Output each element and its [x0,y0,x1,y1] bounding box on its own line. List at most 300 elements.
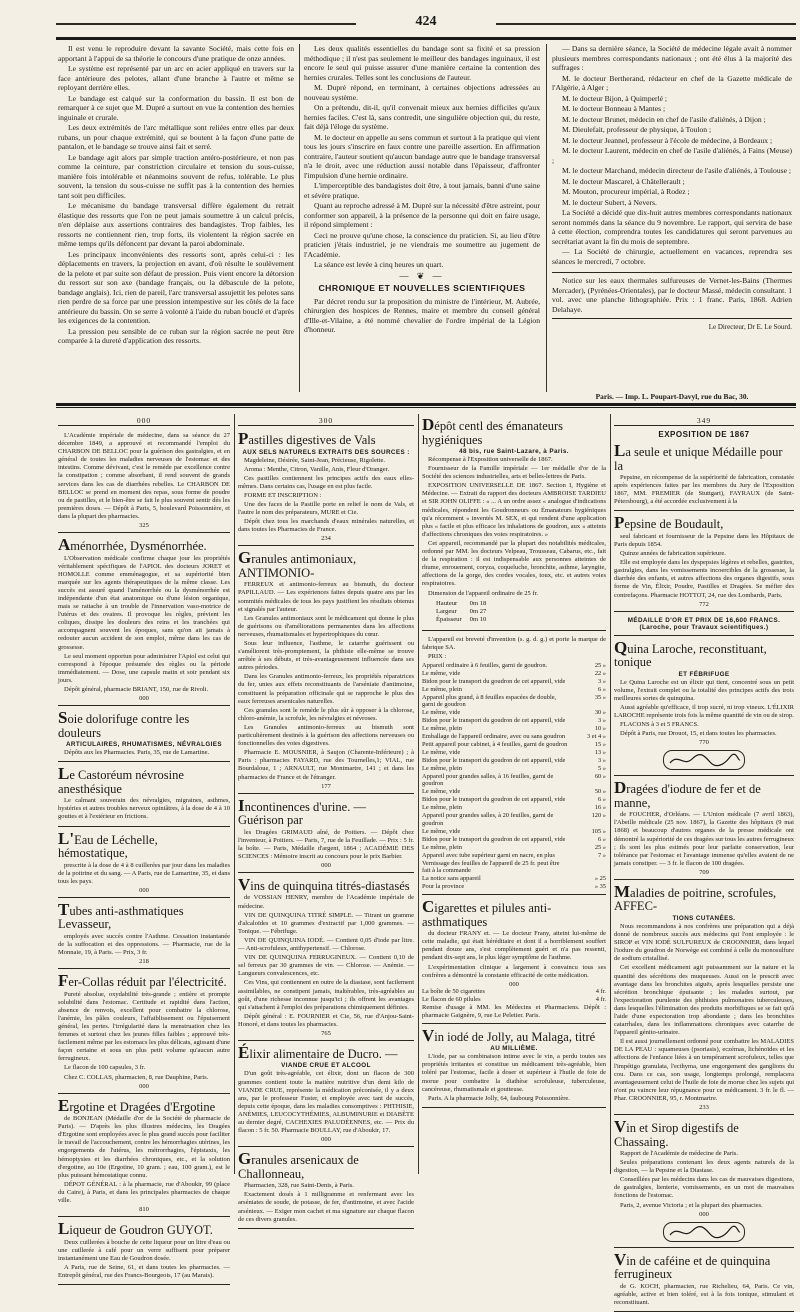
price-value: » 25 [594,875,606,883]
ad-title: Dragées d'iodure de fer et de manne, [614,778,761,810]
ad-subtitle: AU MILLIÈME. [490,1045,538,1053]
price-item: Le même, plein [422,843,462,851]
ad-title: Granules arsenicaux de Challonneau, [238,1149,359,1181]
ad-paragraph: Dépôt chez tous les marchands d'eaux minérales naturelles, et dans toutes les Pharmacies de France. [238,518,414,534]
price-row [422,694,606,710]
ad-number: 325 [139,522,149,530]
price-item: Le même, vide [422,669,461,677]
section-heading: CHRONIQUE ET NOUVELLES SCIENTIFIQUES [318,283,526,293]
ad-paragraph: Conseillées par les médecins dans les cas de mauvaises digestions, de gastralgies, lienterie, vomissements, en un mot de mauvaises fonctions de l'estomac. [614,1176,794,1200]
ad-subtitle: 48 bis, rue Saint-Lazare, à Paris. [459,448,569,455]
advertisement [58,901,230,969]
ad-body [58,1239,230,1280]
ad-number: 709 [699,868,709,876]
article-paragraph: M. le docteur en appelle au sens commun et surtout à la pratique qui vient tous les jours s'inscrire en faux contre une pareille assertion. En affirmation contraire, l'auteur soutient qu'aucun bandage autre que le bandage transversal n'a le droit, avec une réduction aussi notable dans l'épaisseur, d'affronter l'impulsion d'une hernie ordinaire. [304,132,540,180]
ads-column-4 [614,416,794,1306]
article-paragraph: L'imperceptible des bandagistes doit être, à tout jamais, banni d'une saine et sévère pratique. [304,181,540,200]
article-paragraph: Le système est représenté par un arc en acier appliqué en travers sur la face antérieure des pelotes, allant d'une branche à l'autre et même se reployant derrière elles. [58,64,294,92]
ad-body [614,533,794,600]
ad-number: 233 [699,1104,709,1111]
ad-paragraph: seul fabricant et fournisseur de la Pepsine dans les Hôpitaux de Paris depuis 1854. [614,532,794,548]
handwritten-signature [663,1222,745,1242]
ad-paragraph: Cet appareil, recommandé par la plupart des notabilités médicales, ordonné par MM. les docteurs Velpeau, Trousseau, Cabarus, etc., fait de la respiration : il est indispensable aux personnes atteintes de rhume, enrouement, coryza, coqueluche, bronchite, asthme, laryngite, affections de la gorge, des cordes vocales, toux, etc. et autres voies respiratoires. [422,539,606,588]
article-paragraph: La séance est levée à cinq heures un quart. [314,260,444,269]
ad-body [422,636,606,661]
ad-paragraph: Le calmant souverain des névralgies, migraines, asthmes, hystéries et autres troubles nerveux opiniâtres, à la dose de 4 à 10 gouttes et à l'extérieur en frictions. [58,797,230,821]
price-row [422,988,606,996]
price-item: Le même, vide [422,827,461,835]
ad-paragraph: Pharmacien, 328, rue Saint-Denis, à Paris. [244,1182,354,1190]
price-row [422,996,606,1004]
price-item: Le même, plein [422,685,462,693]
ad-paragraph: Exactement dosés à 1 milligramme et renfermant avec les arséniates de soude, de potasse, de fer, d'antimoine, et avec l'acide arsénieux. — Exiger mon cachet et ma signature sur chaque flacon de ces divers granules. [238,1191,414,1223]
ad-subtitle: AUX SELS NATURELS EXTRAITS DES SOURCES : [242,448,410,456]
price-item: Le même, plein [422,804,462,812]
advertisement [614,639,794,777]
price-row [422,686,606,694]
price-value: 3 » [598,756,606,764]
ad-body [238,457,414,535]
price-row [422,765,606,773]
ad-paragraph: Dépôts aux les Pharmacies. Paris, 35, rue de Lamartine. [64,749,210,757]
ad-title: Fer-Collas réduit par l'électricité. [58,971,227,991]
price-value: 7 » [598,851,606,859]
ad-number: 218 [139,958,149,966]
ad-title: Maladies de poitrine, scrofules, AFFEC- [614,881,777,914]
cigarette-price-table [422,988,606,1004]
ad-body [238,894,414,1029]
ad-paragraph: du docteur FRANY et. — Le docteur Frany, atteint lui-même de cette maladie, qui était héréditaire et dont il a horriblement souffert pendant douze ans, s'est complètement guéri et n'a pas ressenti, pendant dix-sept ans, le plus léger symptôme de l'asthme. [422,930,606,962]
ad-paragraph: de VOSSIAN HENRY, membre de l'Académie impériale de médecine. [238,894,414,910]
ad-number: 234 [321,535,331,543]
article-column-b [304,44,540,394]
price-item: Le même, vide [422,748,461,756]
ad-paragraph: Pureté absolue, oxydabilité très-grande ; entière et prompte solubilité dans l'estomac. Certitude et rapidité dans l'action, absence de renvois, excellent pour combattre la chlorose, l'anémie, les pâles couleurs, l'affaiblissement ou l'épuisement général, les pertes. l'irrégularité dans la menstruation chez les femmes et surtout chez les jeunes filles faibles ; approuvé très-facilement même par les estomacs les plus délicats, agissant d'une façon certaine et sous un plus petit volume qu'aucun autre ferrugineux. [58,990,230,1063]
article-paragraph: M. le docteur Bonneau à Mantes ; [562,104,666,113]
advertisement [614,1118,794,1248]
article-paragraph: M. le docteur Bijon, à Quimperlé ; [562,93,668,103]
price-item: Petit appareil pour cabinet, à 4 feuilles, garni de goudron [422,740,568,748]
ads-column-3 [422,416,606,1174]
price-value: 3 et 4 » [587,733,606,741]
advertisement [58,830,230,898]
ad-paragraph: Nous recommandons à nos confrères une préparation qui a déjà donné de nombreux succès aux médecins qui l'ont employée : le SIROP et VIN IODÉ SULFUREUX de CROONNIER, dans lequel l'iodure du goudron de Norwège est combiné à celle du monosulfure de sodium cristallisé. [614,922,794,963]
ad-paragraph: DÉPOT GÉNÉRAL : à la pharmacie, rue d'Aboukir, 99 (place du Caire), à Paris, et dans les principales pharmacies de chaque ville. [58,1180,230,1205]
ad-body [58,749,230,757]
price-row [422,804,606,812]
price-row [422,860,606,876]
book-notice: Notice sur les eaux thermales sulfureuses de Vernet-les-Bains (Thermes Mercader), (Pyrénées-Orientales), par le docteur Massé, médecin consultant. 1 vol. avec une planche lithographiée. Prix : 1 franc. Paris, 1868. Adrien Delahaye. [552,276,792,314]
column-number: 300 [238,416,414,426]
ad-paragraph: Le flacon de 100 capsules, 3 fr. [64,1064,146,1072]
ad-paragraph: L'iode, par sa combinaison intime avec le vin, a perdu toutes ses propriétés irritantes et constitue un médicament très-agréable, bien toléré par l'estomac, facile à doser et supérieur à l'huile de foie de morue pour combattre la diathèse scrofuleuse, tuberculeuse, cancéreuse, rhumatismale et goutteuse. [422,1053,606,1093]
price-row [422,836,606,844]
ad-title: L'Eau de Léchelle, hémostatique, [58,828,158,860]
ad-paragraph: L'appareil est breveté d'invention (s. g. d. g.) et porte la marque de fabrique SA. [422,635,606,651]
article-paragraph: M. le docteur Jeannel, professeur à l'école de médecine, à Bordeaux ; [562,135,773,145]
ad-paragraph: Ces pastilles contiennent les principes actifs des eaux elles-mêmes. Dans certains cas, l'usage en est plus facile. [238,474,414,490]
ad-body [238,1070,414,1135]
ad-paragraph: Les Granules antimoniaux sont le médicament qui donne le plus de guérisons ou d'améliorations permanentes dans les affections nerveuses, rhumatismales et hypertrophiques du cœur. [238,614,414,638]
advertisement [58,972,230,1094]
price-value: 50 » [594,788,606,796]
article-paragraph: — La Société de chirurgie, actuellement en vacances, reprendra ses séances le mercredi, 7 octobre. [552,247,792,266]
article-column-a [58,44,294,394]
ad-paragraph: Elle est employée dans les dyspepsies légères et rebelles, gastrites, gastralgies, dans les vomissements incoercibles de la grossesse, la diarrhée des enfants, et autres affections des organes digestifs, sous forme de Vin, Élixir, Poudre, Pastilles et Dragées. Se méfier des contrefaçons. Pharmacie HOTTOT, 24, rue des Lombards, Paris. [614,559,794,599]
ad-title: Quina Laroche, reconstituant, tonique [614,637,767,670]
ad-paragraph: Quinze années de fabrication supérieure. [620,550,726,558]
price-item: Bidon pour le transport du goudron de cet appareil, vide [422,796,566,804]
price-item: Pour la province [422,883,465,891]
article-paragraph: Le mécanisme du bandage transversal diffère également du retrait élastique des ressorts que l'on ne peut jamais soumettre à un calcul précis, n'en déplaise aux assertions contraires des bandagistes. Trop faibles, les ressorts ne contiennent rien, trop forts, ils violentent la région sacrée en même temps qu'ils défoncent par devant la paroi abdominale. [58,201,294,248]
price-item: Le même, plein [422,764,462,772]
price-row [422,678,606,686]
price-row [422,883,606,891]
ad-body [58,432,230,521]
price-value: 3 » [598,717,606,725]
article-paragraph: M. le docteur Subert, à Nevers. [562,197,657,207]
price-row [422,852,606,860]
price-row [422,717,606,725]
ad-paragraph: de FOUCHER, d'Orléans. — L'Union médicale (7 avril 1863), l'Abeille médicale (25 nov. 1867), la Gazette des hôpitaux (9 mai 1868) et beaucoup d'autres organes de la presse médicale ont démontré la supériorité de ces dragées sur tous les autres ferrugineux ; ils sont les plus estimés pour leur parfaite conservation, leur tolérance par l'estomac et l'avantage immense qu'elles avaient de ne jamais constiper. — 3 fr. le flacon de 100 dragées. [614,811,794,867]
article-paragraph: M. le docteur Bertherand, rédacteur en chef de la Gazette médicale de l'Algérie, à Alger ; [552,73,792,92]
ad-body [614,1150,794,1210]
ad-paragraph: Rapport de l'Académie de médecine de Paris. [620,1150,738,1157]
price-value: 25 » [594,661,606,669]
ad-paragraph: Aroma : Menthe, Citron, Vanille, Anis, Fleur d'Oranger. [244,465,390,473]
book-notice-box [552,272,792,319]
ad-body [58,1115,230,1205]
ad-paragraph: Cet excellent médicament agit puissamment sur la nature et la quantité des sécrétions des muqueuses. Aussi on le prescrit avec avantage dans les bronchites aiguës, après lesquelles persiste une sécrétion bronchique épuisante ; les malades surtout, par l'expectoration purulente des phthisies pulmonaires tuberculeuses, dans lesquelles l'élimination des produits morbifiques se se fait qu'à l'aide d'une expectoration trop abondante ; dans les bronchites catarrhales, dans les inflammations chroniques avec catarrhe de l'appareil génito-urinaire. [614,964,794,1037]
price-item: Bidon pour le transport du goudron de cet appareil, vide [422,677,566,685]
price-value: 6 » [598,685,606,693]
article-column-c [552,44,792,394]
column-number: 000 [58,416,230,426]
ad-paragraph: employés avec succès contre l'Asthme. Cessation instantanée de la suffocation et des oppressions. — Pharmacie, rue de la Monnaie, 19, à Paris. — Prix, 3 fr. [58,932,230,956]
article-paragraph: M. Mouton, procureur impérial, à Rodez ; [562,187,690,196]
price-value: 13 » [594,748,606,756]
ad-paragraph: Ces granules sont le remède le plus sûr à opposer à la chlorose, chloro-anémie, la scrofule, les névralgies et névroses. [238,706,414,722]
dimension-value: 0m 10 [469,615,487,623]
ad-paragraph: Il est aussi journellement ordonné pour combattre les MALADIES DE LA PEAU : squameuses (psoriasis), eczémas, lichénoïdes et les affections de l'enfance liées à un tempérament scrofuleux, telles que l'impétigo granulata, l'ecthyma, une engorgement des ganglions du cou. Dans ce cas, son usage, longtemps prolongé, remplacera avantageusement celui de l'huile de foie de morue chez les sujets qui n'ont pu vaincre leur répugnance pour ce médicament. 3 fr. le fl. — Phar. CROONNIER, 95, r. Montmartre. [614,1038,794,1102]
ad-paragraph: Pepsine, en récompense de la supériorité de fabrication, constatée après expériences faites par les membres du Jury de l'Exposition 1867, MM. FREMIER (de Stuttgart), FAYRAUX (de Saint-Pétersbourg), a été accordée exclusivement à la [614,474,794,506]
ad-title: Tubes anti-asthmatiques Levasseur, [58,899,184,932]
ad-body [238,829,414,861]
ad-paragraph: Sous leur influence, l'asthme, le catarrhe guérissent ou s'améliorent très-promptement, la phthisie elle-même se trouve arrêtée à ses débuts, et très-avantageusement influencée dans ses autres périodes. [238,640,414,672]
price-value: 4 fr. [595,995,606,1003]
article-paragraph: Le bandage est calqué sur la conformation du bassin. Il est bon de remarquer à ce sujet que M. Dupré a surtout en vue la contention des hernies inguinale et crurale. [58,93,294,122]
advertisement [58,430,230,533]
section-rule-thin [56,407,796,408]
price-row [422,828,606,836]
ad-title: Incontinences d'urine. — Guérison par [238,795,366,828]
article-paragraph: La Société a décidé que dix-huit autres membres correspondants nationaux seront nommés dans la séance du 9 novembre. Le rapport, qui servira de base à cette élection, comprendra toutes les candidatures qui seront parvenues au secrétariat avant la fin du mois de septembre. [552,208,792,246]
ad-number: 772 [699,600,709,608]
ad-paragraph: Magdeleine, Désirée, Saint-Jean, Précieuse, Rigolette. [244,456,385,464]
article-paragraph: — Dans sa dernière séance, la Société de médecine légale avait à nommer plusieurs membres correspondants nationaux ; ont été élus à la majorité des suffrages : [552,44,792,72]
ad-number: 765 [321,1029,331,1037]
ad-paragraph: D'un goût très-agréable, cet élixir, dont un flacon de 300 grammes contient toute la matière nutritive d'un demi kilo de VIANDE CRUE, représente la médication préconisée, il y a deux ans, par le professeur Fuster, et employée avec tant de succès, depuis cette époque, dans les maladies consomptives : PHTHISIE, ANÉMIES, LEUCOCYTHÉMIES, ALBUMINURIE et DIABÈTE au dernier degré, CACHEXIES PALUDÉENNES, etc. — Prix du flacon : 5 fr. 50. Pharmacie BOULLAY, rue d'Aboukir, 17. [238,1070,414,1135]
ad-body [58,933,230,957]
column-divider [546,44,547,392]
ad-title: Vins de quinquina titrés-diastasés [238,874,410,894]
ad-paragraph: Récompense à l'Exposition universelle de 1867. [428,456,553,463]
article-paragraph: On a prétendu, dit-il, qu'il convenait mieux aux hernies difficiles qu'aux hernies faciles. C'est là, sans contredit, une singulière objection qui, du reste, fait déjà l'éloge du système. [304,103,540,131]
ad-paragraph: Ces Vins, qui contiennent en outre de la diastase, sont facilement assimilables, ne constipent jamais, inaltérables, très-agréables au goût, d'une richesse inconnue jusqu'ici ; ils offrent les avantages qui s'attachent à l'emploi des préparations chimiquement définies. [238,979,414,1011]
ad-subtitle: ARTICULAIRES, RHUMATISMES, NÉVRALGIES [65,741,223,749]
column-divider [299,44,300,392]
ad-paragraph: Fournisseur de la Famille impériale — 1er médaille d'or de la Société des sciences industrielles, arts et belles-lettres de Paris. [422,465,606,481]
ad-title: La seule et unique Médaille pour la [614,441,783,473]
ad-subtitle: MÉDAILLE D'OR ET PRIX DE 16,600 FRANCS. (Laroche, pour Travaux scientifiques.) [627,616,781,631]
price-value: 120 » [591,812,606,820]
price-value: 6 » [598,796,606,804]
price-value: 105 » [591,827,606,835]
ad-paragraph: prescrite à la dose de 4 à 8 cuillerées par jour dans les maladies de la poitrine et du sang. — A Paris, rue de Lamartine, 35, et dans tous les pays. [58,861,230,885]
ad-title: Le Castoréum névrosine anesthésique [58,764,184,796]
dimension-row [432,608,490,616]
ad-paragraph: Dépôt général : E. FOURNIER et Cie, 56, rue d'Anjou-Saint-Honoré, et dans toutes les pharmacies. [238,1012,414,1028]
advertisement [238,1044,414,1147]
article-paragraph: M. le docteur Brunet, médecin en chef de l'asile d'aliénés, à Dijon ; [562,114,766,124]
ad-title: Vin iodé de Jolly, au Malaga, titré [422,1025,596,1045]
advertisement [614,883,794,1115]
column-divider [418,414,419,1174]
exhibition-heading: EXPOSITION DE 1867 [658,430,750,439]
ad-paragraph: Dans les Granules antimonio-ferreux, les propriétés réparatrices du fer, unies aux effets reconstituants de l'arséniate d'antimoine, constituent la préparation officinale qui se rapproche le plus des eaux ferreuses arsenicales naturelles. [238,673,414,705]
ad-number: 000 [699,1210,709,1218]
price-row [422,844,606,852]
price-value: 6 » [598,835,606,843]
ad-body [614,679,794,739]
article-paragraph: M. le docteur Mascarel, à Châtellerault ; [562,176,685,186]
price-row [422,757,606,765]
price-item: Bidon pour le transport du goudron de cet appareil, vide [422,717,566,725]
advertisement [58,765,230,826]
price-row [422,670,606,678]
ad-title: Cigarettes et pilules anti-asthmatiques [422,897,552,929]
dimensions-table [432,600,490,624]
price-item: Bidon pour le transport du goudron de cet appareil, vide [422,835,566,843]
ad-paragraph: Deux cuillerées à bouche de cette liqueur pour un litre d'eau ou une cuillerée à café pour un verre suffisent pour préparer instantanément une Eau de Goudron dosée. [58,1238,230,1262]
ad-body [422,456,606,598]
ad-number: 000 [139,886,149,894]
ad-paragraph: FORME ET INSCRIPTION : [244,491,322,499]
price-value: 5 » [598,764,606,772]
price-value: 30 » [594,709,606,717]
dimension-value: 0m 18 [469,599,487,607]
ad-paragraph: Remise d'usage à MM. les Médecins et Pharmaciens. Dépôt : pharmacie Gaignère, 9, rue Le Peletier. Paris. [422,1003,606,1019]
advertisement [238,1150,414,1228]
article-paragraph: Par décret rendu sur la proposition du ministre de l'intérieur, M. Aubrée, chirurgien des hospices de Rennes, maire et membre du conseil général d'Ille-et-Vilaine, a été nommé chevalier de l'ordre impérial de la Légion d'honneur. [304,296,540,334]
article-paragraph: M. Dupré répond, en terminant, à certaines objections adressées au nouveau système. [304,83,540,102]
advertisement [614,442,794,511]
advertisement [422,634,606,896]
price-row [422,741,606,749]
price-value [568,860,606,876]
ad-number: 000 [509,980,519,988]
printer-imprint: Paris. — Imp. L. Poupart-Davyl, rue du Bac, 30. [595,392,749,401]
ad-subtitle: VIANDE CRUE ET ALCOOL [281,1062,371,1070]
price-item: Bidon pour le transport du goudron de cet appareil, vide [422,756,566,764]
advertisement [58,1097,230,1218]
ad-paragraph: Chez C. COLLAS, pharmacien, 8, rue Dauphine, Paris. [64,1073,209,1081]
ad-paragraph: A Paris, rue de Seine, 61, et dans toutes les pharmacies. — Entrepôt général, rue des Francs-Bourgeois, 17 (au Marais). [58,1263,230,1279]
advertisement [422,1027,606,1108]
advertisement [58,709,230,762]
ad-body [422,1053,606,1103]
ad-paragraph: Seules préparations contenant les deux agents naturels de la digestion, — la Pepsine et la Diastase. [614,1159,794,1175]
ad-number: 000 [321,861,331,869]
advertisement [422,898,606,1024]
ad-paragraph: Une des faces de la Pastille porte en relief le nom de Vals, et l'autre le nom des préparateurs, MURE et Cie. [238,500,414,517]
price-value: 16 » [594,804,606,812]
ad-paragraph: Paris. A la pharmacie Jolly, 64, faubourg Poissonnière. [428,1094,570,1102]
price-row [422,725,606,733]
ad-number: 810 [139,1206,149,1214]
ad-title: Pepsine de Boudault, [614,513,724,533]
ad-title: Dépôt centl des émanateurs hygiéniques [422,415,564,447]
advertisement [58,1220,230,1285]
ad-title: Vin de caféine et de quinquina ferrugineux [614,1249,771,1282]
price-value: 22 » [594,669,606,677]
ad-paragraph: Le Quina Laroche est un élixir qui tient, concentré sous un petit volume, l'extrait complet ou la totalité des principes actifs des trois meilleures sortes de quinquina. [614,678,794,702]
ad-title: Pastilles digestives de Vals [238,429,376,448]
ad-paragraph: L'Académie impériale de médecine, dans sa séance du 27 décembre 1849, a approuvé et recommandé l'emploi du CHARBON DE BELLOC pour la guérison des gastralgies, et en général de toutes les maladies nerveuses de l'estomac et des intestins. Comme dévivant, c'est le remède par excellence contre la constipation ; comme absorbant, il rend souvent de grands services dans les cas de diarrhées rebelles. Le CHARBON DE BELLOC se prend en moment des repas, sous forme de poudre ou de pastilles, et le bien-être se fait le plus souvent sentir dès les premières doses. — Dépôt à Paris, 5, boulevard Poissonnière, et dans la plupart des pharmacies. [58,432,230,520]
price-row [422,773,606,789]
article-paragraph: M. Dieulefait, professeur de physique, à Toulon ; [562,125,712,134]
article-paragraph: M. le docteur Laurent, médecin en chef de l'asile d'aliénés, à Fains (Meuse) ; [552,146,792,165]
ad-title: Soie dolorifuge contre les douleurs [58,708,190,740]
dimension-label: Épaisseur [436,615,462,623]
price-row [422,733,606,741]
price-item: Le même, vide [422,709,461,717]
advertisement [614,615,794,636]
price-item: Vernissage des feuilles de l'appareil de 25 fr. peut être fait à la commande [422,859,560,875]
header-rule [56,37,796,40]
ad-body [58,991,230,1082]
price-row [422,662,606,670]
article-paragraph: Quant au reproche adressé à M. Dupré sur la nécessité d'être astreint, pour conformer son appareil, à la présence de la personne qui doit en faire usage, il répond simplement : [304,201,540,229]
advertisement [58,536,230,706]
column-divider [610,414,611,1174]
price-row [422,875,606,883]
advertisement [614,514,794,611]
ad-body [614,474,794,506]
ad-paragraph: Les Granules antimonio-ferreux au bismuth sont particulièrement destinés à la guérison des affections nerveuses ou fonctionnelles des voies digestives. [238,723,414,748]
price-list-table [422,662,606,891]
advertisement [614,779,794,880]
price-item: Appareil pour grandes salles, à 16 feuilles, garni de goudron [422,772,554,788]
price-item: Le même, plein [422,725,462,733]
ad-paragraph: VIN DE QUINQUINA TITRÉ SIMPLE. — Titrant un gramme d'alcaloïdes et 10 grammes d'extractif par 1,000 grammes. — Tonique. — Fébrifuge. [238,911,414,935]
dimension-row [432,600,490,608]
price-row [422,788,606,796]
article-paragraph: Les deux extrémités de l'arc métallique sont reliées entre elles par deux rubans, un pour chaque extrémité, qui se boutent à la façon d'une patte de pantalon, et le bandage se trouve ainsi fait et serré. [58,123,294,151]
ad-paragraph: L'Observation médicale confirme chaque jour les propriétés véritablement spécifiques de l'APIOL des docteurs JORET et HOMOLLE comme emménagogue, et sa supériorité bien marquée sur les agents thérapeutiques de la même classe. Les succès est assuré quand l'aménorrhée ou la dysménorrhée est indépendante d'un état anatomique ou d'une lésion organique, mais se rattache à un trouble de l'innervation vaso-motrice de l'utérus et des ovaires. Il provoque les règles, prévient les coliques, dissipe les douleurs des reins et les tranchées qui accompagnent souvent les époques, sans qu'on ait jamais à redouter aucun accident de son emploi, même dans les cas de grossesse. [58,554,230,651]
ad-title: Élixir alimentaire de Ducro. — [238,1042,398,1062]
article-paragraph: M. le docteur Marchand, médecin directeur de l'asile d'aliénés, à Toulouse ; [562,166,791,175]
ad-body [238,1182,414,1223]
price-row [422,709,606,717]
ad-body [58,797,230,821]
ad-paragraph: Pharmacie E. MOUSNIER, à Saujon (Charente-Inférieure) ; à Paris : pharmacies FAYARD, rue des Tournelles,1; VIAL, rue Bourdaloue, 1 ; ARNAULT, rue Montmartre, 141 ; et dans les pharmacies de France et de l'étranger. [238,749,414,781]
ad-paragraph: PRIX : [428,652,447,660]
ad-subtitle: TIONS CUTANÉES. [672,914,736,922]
price-item: Appareil avec tube supérieur garni en nacre, en plus [422,851,555,859]
price-row [422,796,606,804]
ad-body [614,923,794,1103]
article-paragraph: Les deux qualités essentielles du bandage sont sa fixité et sa pression méthodique ; il n'est pas seulement le meilleur des bandages inguinaux, il est encore le seul qui puisse assurer d'une manière certaine la contention des hernies crurales. Telles sont les conclusions de l'auteur. [304,44,540,82]
price-item: Le même, vide [422,788,461,796]
advertisement [238,797,414,873]
advertisement [614,1251,794,1312]
ad-body [422,930,606,980]
price-value: 60 » [594,772,606,780]
advertisement [238,549,414,793]
ad-title: Liqueur de Goudron GUYOT. [58,1219,213,1239]
ad-title: Aménorrhée, Dysménorrhée. [58,535,207,555]
article-paragraph: Ceci ne prouve qu'une chose, la conscience du praticien. Si, au lieu d'être praticien j'étais industriel, je ne viendrais me soumettre au jugement de l'Académie. [304,230,540,259]
article-paragraph: Les principaux inconvénients des ressorts sont, après celui-ci : les déplacements en travers, la projection en avant, d'où résulte le soulèvement de la pelote et par suite son défaut de pression. Puis vient encore la détorsion du ressort sur son axe (bandage français, ou la débascule de la pelote, bandage anglais). Ici, rien de pareil, l'arc transversal assujettit les pelotes sans rien perdre de sa force par une pression intempestive sur les côtés de la face antérieure du bassin. On se serre à volonté à l'aide du ruban bouclé et d'après les exigences de la contention. [58,249,294,325]
price-item: Le flacon de 60 pilules [422,995,481,1003]
ad-paragraph: de BONJEAN (Médaille d'or de la Société de pharmacie de Paris). — D'après les plus illustres médecins, les Dragées d'Ergotine sont employées avec le plus grand succès pour faciliter le travail de l'accouchement, contre les hémorrhagies utérines, les engorgements de l'utérus, les métrorrhagies, l'épistaxis, les hémoptysies et les diarrhées chroniques, etc., et la solution d'ergotine, au 10e (Ergotine, 10 gram. ; eau, 100 gram.), est le plus puissant hémostatique connu. [58,1115,230,1179]
price-value: 3 » [598,677,606,685]
page-number [56,14,796,34]
price-value: 10 » [594,725,606,733]
price-value: 15 » [594,740,606,748]
price-value: 25 » [594,843,606,851]
ad-number: 770 [699,739,709,747]
ad-paragraph: Dépôt à Paris, rue Drouot, 15, et dans toutes les pharmacies. [620,730,777,738]
ad-paragraph: Paris, 2, avenue Victoria ; et la plupart des pharmacies. [620,1201,763,1209]
price-value: » 35 [594,883,606,891]
price-item: Emballage de l'appareil ordinaire, avec ou sans goudron [422,733,566,741]
price-row [422,812,606,828]
ad-title: Granules antimoniaux, ANTIMONIO- [238,548,357,580]
article-paragraph: Le bandage agit alors par simple traction antéro-postérieure, et non pas comme la ceinture, par constriction circulaire et tension du sous-cuisse, manière fois intolérable et néanmoins souvent de refus, tolérable. Le plus souvent, la tension du sous-cuisse ne suffit pas à la contention des hernies tant soit peu difficiles. [58,152,294,200]
ad-title: Ergotine et Dragées d'Ergotine [58,1095,216,1115]
dimension-label: Largeur [436,607,457,615]
price-item: La notice sans appareil [422,875,481,883]
ad-number: 000 [139,1082,149,1090]
ad-paragraph: Aussi agréable qu'efficace, il trop sucré, ni trop vineux. L'ÉLIXIR LAROCHE représente trois fois la même quantité de vin ou de sirop. [614,703,794,719]
price-item: Appareil plus grand, à 8 feuilles espacées de double, garni de goudron [422,693,557,709]
ad-paragraph: Dépôt général, pharmacie BRIANT, 150, rue de Rivoli. [64,686,209,694]
editor-signature: Le Directeur, Dr E. Le Sourd. [708,323,792,331]
ad-paragraph: L'expérimentation clinique a largement à convaincu tous ses confrères a démontré la constante efficacité de cette médication. [422,963,606,979]
ad-paragraph: EXPOSITION UNIVERSELLE DE 1867. Section I, Hygiène et Médecine. — Extrait du rapport des docteurs AMBROISE TARDIEU et SIR JOHN OLIFFE : « ... A un ordre assez « analogue d'indications médicales, répondent les Goudronneurs ou Émanateurs hygiéniques qu'a récemment « inventés M. SEX, et qui rendent d'une application plus « facile et plus efficace les inhalations de goudron, aux « atteints d'affections chroniques des voies respiratoires. » [422,482,606,538]
ad-paragraph: VIN DE QUINQUINA FERRUGINEUX. — Contient 0,10 de sel ferreux par 30 grammes de vin. — Chlorose. — Anémie. — Langueurs convalescences, etc. [238,954,414,978]
ads-column-1 [58,416,230,1279]
column-number: 349 [614,416,794,426]
ads-column-2 [238,416,414,1223]
handwritten-signature [663,750,745,770]
page-number-text: 424 [415,14,437,29]
advertisement [238,430,414,546]
advertisement [422,416,606,631]
ad-number: 000 [321,1136,331,1144]
ad-body [614,811,794,868]
column-divider [234,414,235,1174]
ad-body [614,1283,794,1307]
dimension-value: 0m 27 [469,607,487,615]
article-paragraph: Il est venu le reproduire devant la savante Société, mais cette fois en apportant à l'appui de sa théorie le concours d'une pratique de onze années. [58,44,294,63]
ad-paragraph: Le seul moment opportun pour administrer l'Apiol est celui qui correspond à l'époque présumée des règles ou la période immédiatement. — Dose, une capsule matin et soir pendant six jours. [58,652,230,684]
price-item: Appareil pour grandes salles, à 20 feuilles, garni de goudron [422,812,554,827]
price-value: 35 » [594,693,606,701]
dimension-row [432,616,490,624]
